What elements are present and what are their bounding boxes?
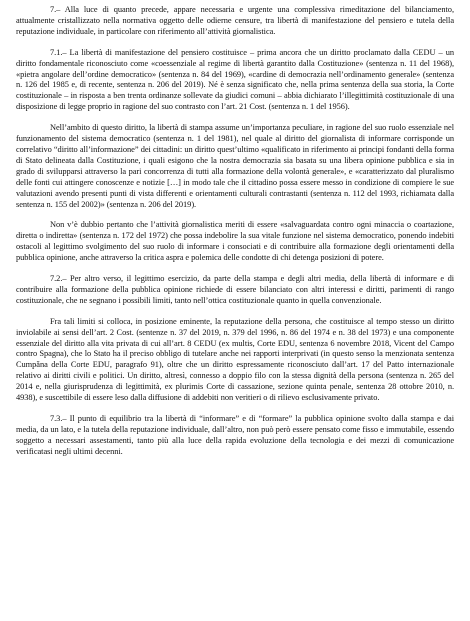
paragraph-7-2: 7.2.– Per altro verso, il legittimo esercizio, da parte della stampa e degli altri media, della libertà di informare e di contribuire alla formazione della pubblica opinione richiede di essere bilanciato con altri interessi e diritti, parimenti di rango costituzionale, che ne segnano i possibili limiti, tanto nell’ottica costituzionale quanto in quella convenzionale. (16, 274, 454, 305)
paragraph-7-1: 7.1.– La libertà di manifestazione del pensiero costituisce – prima ancora che un diritto proclamato dalla CEDU – un diritto fondamentale riconosciuto come «coessenziale al regime di libertà garantito dalla Costituzione» (sentenza n. 11 del 1968), «pietra angolare dell’ordine democratico» (sentenza n. 84 del 1969), «cardine di democrazia nell’ordinamento generale» (sentenza n. 126 del 1985 e, di recente, sentenza n. 206 del 2019). Né è senza significato che, nella prima sentenza della sua storia, la Corte costituzionale – in risposta a ben trenta ordinanze sollevate da giudici comuni – abbia dichiarato l’illegittimità costituzionale di una disposizione di legge proprio in ragione del suo contrasto con l’art. 21 Cost. (sentenza n. 1 del 1956). (16, 47, 454, 112)
paragraph-7: 7.– Alla luce di quanto precede, appare necessaria e urgente una complessiva rimeditazione del bilanciamento, attualmente cristallizzato nella normativa oggetto delle odierne censure, tra libertà di manifestazione del pensiero e tutela della reputazione individuale, in particolare con riferimento all’attività giornalistica. (16, 5, 454, 36)
paragraph-gap (16, 210, 454, 220)
paragraph-7-3: 7.3.– Il punto di equilibrio tra la libertà di “informare” e di “formare” la pubblica opinione svolto dalla stampa e dai media, da un lato, e la tutela della reputazione individuale, dall’altro, non può però essere pensato come fisso e immutabile, essendo soggetto a necessari assestamenti, tanto più alla luce della rapida evoluzione della tecnologia e dei mezzi di comunicazione verificatasi negli ultimi decenni. (16, 414, 454, 456)
paragraph-gap (16, 264, 454, 274)
paragraph-journalism: Non v’è dubbio pertanto che l’attività giornalistica meriti di essere «salvaguardata contro ogni minaccia o coartazione, diretta o indiretta» (sentenza n. 172 del 1972) che possa indebolire la sua vitale funzione nel sistema democratico, ponendo indebiti ostacoli al legittimo svolgimento del suo ruolo di informare i consociati e di contribuire alla formazione degli orientamenti della pubblica opinione, anche attraverso la critica aspra e polemica delle condotte di chi detenga posizioni di potere. (16, 220, 454, 263)
paragraph-reputation-limits: Fra tali limiti si colloca, in posizione eminente, la reputazione della persona, che costituisce al tempo stesso un diritto inviolabile ai sensi dell’art. 2 Cost. (sentenze n. 37 del 2019, n. 379 del 1996, n. 86 del 1974 e n. 38 del 1973) e una componente essenziale del diritto alla vita privata di cui all’art. 8 CEDU (ex multis, Corte EDU, sentenza 6 novembre 2018, Vicent del Campo contro Spagna), che lo Stato ha il preciso obbligo di tutelare anche nei rapporti interprivati (in questo senso la menzionata sentenza Cumpǎna della Corte EDU, paragrafo 91), oltre che un diritto espressamente riconosciuto dall’art. 17 del Patto internazionale relativo ai diritti civili e politici. Un diritto, altresì, connesso a doppio filo con la stessa dignità della persona (sentenza n. 265 del 2014 e, nella giurisprudenza di legittimità, ex plurimis Corte di cassazione, sezione quinta penale, sentenza 28 ottobre 2010, n. 4938), e suscettibile di essere leso dalla diffusione di addebiti non veritieri o di rilievo esclusivamente privato. (16, 316, 454, 403)
paragraph-gap (16, 38, 454, 48)
paragraph-gap (16, 307, 454, 317)
paragraph-gap (16, 404, 454, 414)
paragraph-press-freedom: Nell’ambito di questo diritto, la libertà di stampa assume un’importanza peculiare, in ragione del suo ruolo essenziale nel funzionamento del sistema democratico (sentenza n. 1 del 1981), nel quale al diritto del giornalista di informare corrisponde un correlativo “diritto all’informazione” dei cittadini: un diritto quest’ultimo «qualificato in riferimento ai principi fondanti della forma di Stato delineata dalla Costituzione, i quali esigono che la nostra democrazia sia basata su una libera opinione pubblica e sia in grado di svilupparsi attraverso la pari concorrenza di tutti alla formazione della volontà generale», e «caratterizzato dal pluralismo delle fonti cui attingere conoscenze e notizie […] in modo tale che il cittadino possa essere messo in condizione di compiere le sue valutazioni avendo presenti punti di vista differenti e orientamenti culturali contrastanti (sentenza n. 112 del 1993, richiamata dalla sentenza n. 155 del 2002)» (sentenza n. 206 del 2019). (16, 123, 454, 209)
paragraph-gap (16, 113, 454, 123)
